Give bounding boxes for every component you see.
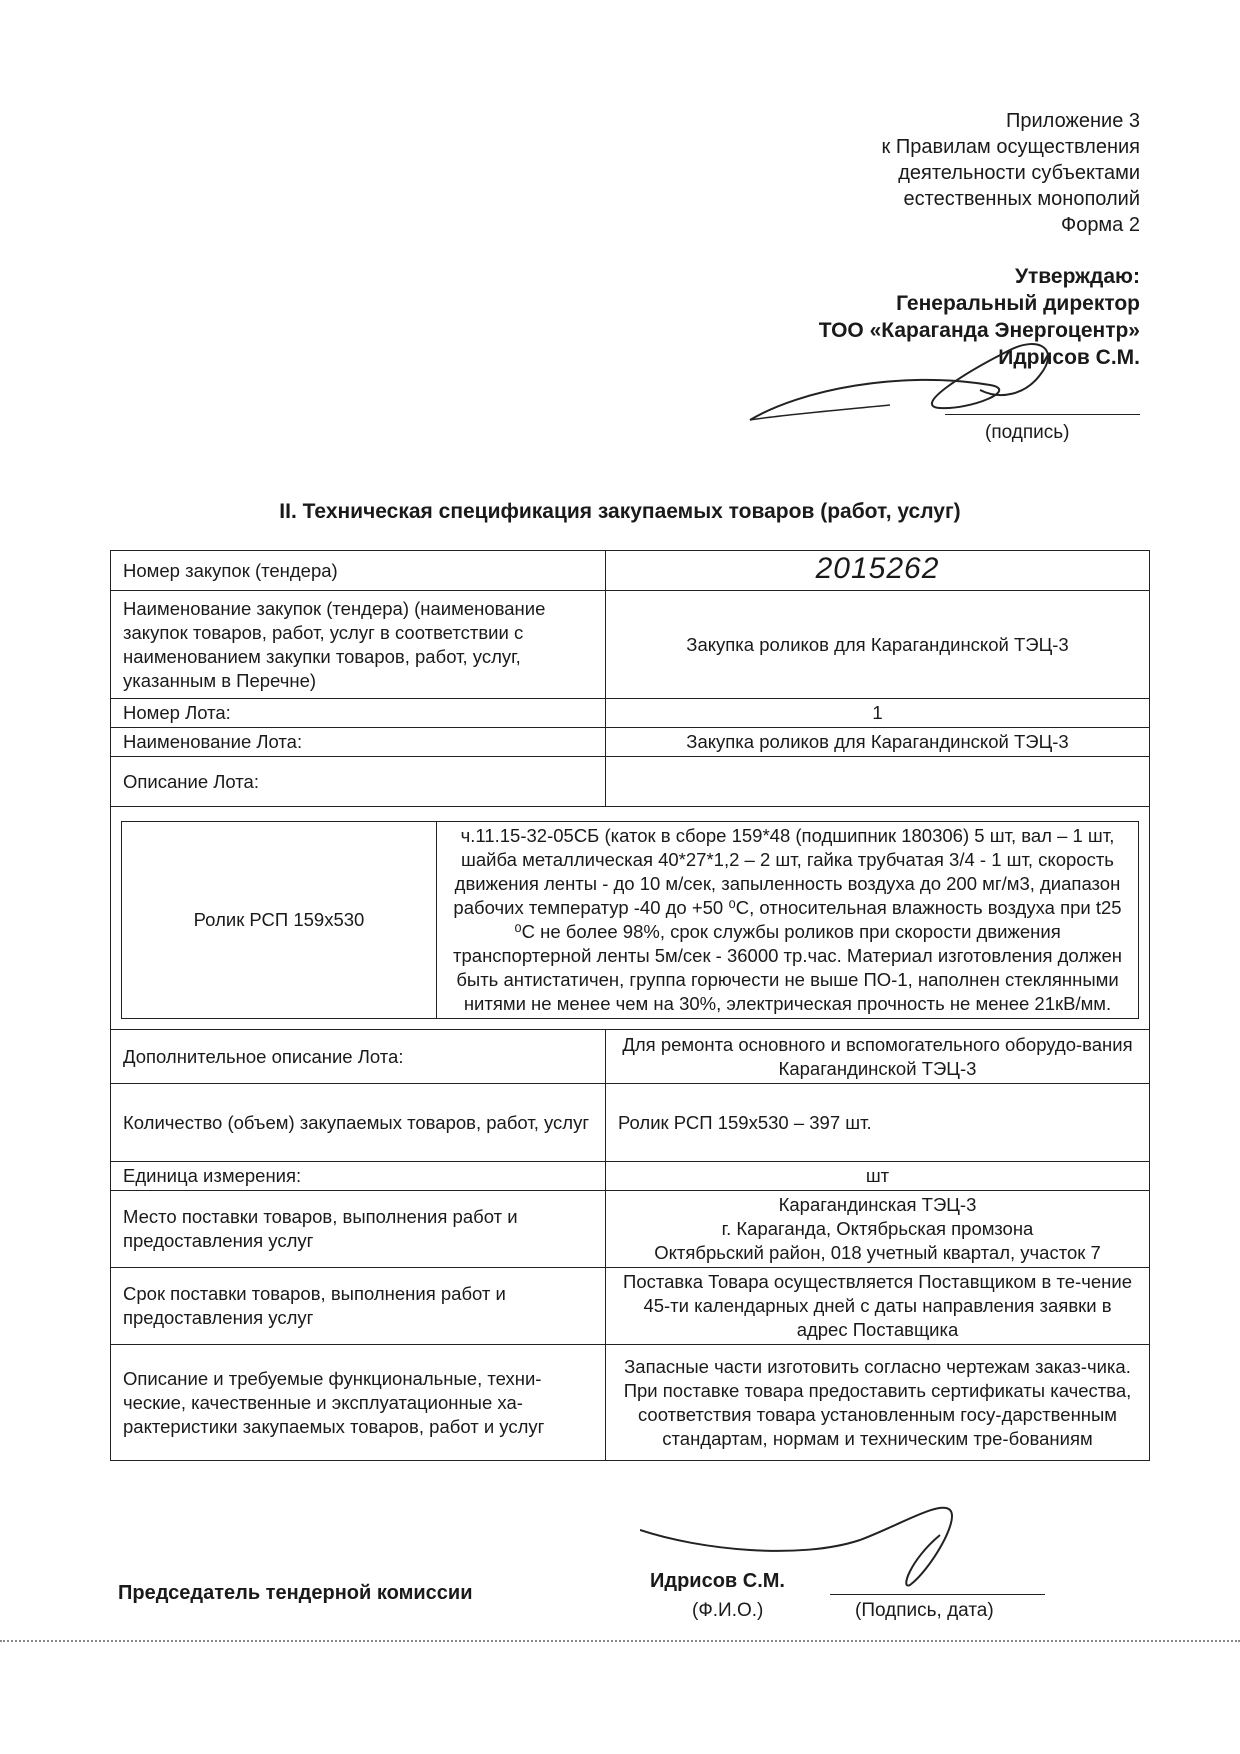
table-row [111,757,1150,807]
page-bottom-dotted-line [0,1640,1240,1642]
table-row [111,699,1150,728]
approval-line: Идрисов С.М. [998,346,1140,369]
chairman-signature-caption: (Подпись, дата) [855,1600,994,1621]
unit-label: Единица измерения: [111,1162,606,1191]
name-caption: (Ф.И.О.) [692,1600,764,1621]
table-row [111,807,1150,1030]
signature-caption: (подпись) [985,422,1070,443]
delivery-place-value [606,1191,1150,1268]
purchase-number-handwritten: 2015262 [815,552,940,585]
chairman-signature [640,1490,1000,1600]
item-name: Ролик РСП 159х530 [122,822,437,1019]
approval-line: ТОО «Караганда Энергоцентр» [818,319,1140,342]
approval-line: Генеральный директор [896,292,1140,315]
purchase-number-label: Номер закупок (тендера) [111,551,606,591]
appendix-header [882,108,1140,238]
delivery-place-line: Октябрьский район, 018 учетный квартал, участок 7 [654,1242,1101,1263]
requirements-label: Описание и требуемые функциональные, техни-ческие, качественные и эксплуатационные ха-рактеристики закупаемых товаров, работ и услуг [111,1345,606,1461]
table-row [111,1191,1150,1268]
additional-description-value: Для ремонта основного и вспомогательного оборудо-вания Карагандинской ТЭЦ-3 [606,1030,1150,1084]
approval-line: Утверждаю: [1014,265,1140,288]
appendix-line: Приложение 3 [1006,110,1140,132]
lot-name-label: Наименование Лота: [111,728,606,757]
lot-description-label: Описание Лота: [111,757,606,807]
table-row [111,1345,1150,1461]
item-spec-cell [111,807,1150,1030]
table-row [111,1162,1150,1191]
appendix-line: деятельности субъектами [898,162,1140,184]
lot-number-value: 1 [606,699,1150,728]
purchase-name-value: Закупка роликов для Карагандинской ТЭЦ-3 [606,591,1150,699]
item-spec-table [121,821,1139,1019]
item-description: ч.11.15-32-05СБ (каток в сборе 159*48 (подшипник 180306) 5 шт, вал – 1 шт, шайба металлическая 40*27*1,2 – 2 шт, гайка трубчатая 3/4 - 1 шт, скорость движения ленты - до 10 м/сек, запыленность воздуха до 200 мг/м3, диапазон рабочих температур -40 до +50 ⁰С, относительная влажность воздуха при t25 ⁰С не более 98%, срок службы роликов при скорости движения транспортерной ленты 5м/сек - 36000 тр.час. Материал изготовления должен быть антистатичен, группа горючести не выше ПО-1, наполнен стеклянными нитями не менее чем на 30%, электрическая прочность не менее 21кВ/мм. [437,822,1139,1019]
quantity-label: Количество (объем) закупаемых товаров, работ, услуг [111,1084,606,1162]
director-signature-line [945,414,1140,415]
table-row [111,551,1150,591]
purchase-name-label: Наименование закупок (тендера) (наименование закупок товаров, работ, услуг в соответствии с наименованием закупки товаров, работ, услуг, указанным в Перечне) [111,591,606,699]
table-row [111,1030,1150,1084]
table-row [111,1084,1150,1162]
delivery-term-label: Срок поставки товаров, выполнения работ и предоставления услуг [111,1268,606,1345]
lot-description-value [606,757,1150,807]
requirements-value: Запасные части изготовить согласно чертежам заказ-чика. При поставке товара предоставить сертификаты качества, соответствия товара установленным госу-дарственным стандартам, нормам и техническим тре-бованиям [606,1345,1150,1461]
chairman-label: Председатель тендерной комиссии [118,1582,473,1604]
item-row [122,822,1139,1019]
appendix-line: Форма 2 [1060,214,1140,236]
table-row [111,728,1150,757]
lot-name-value: Закупка роликов для Карагандинской ТЭЦ-3 [606,728,1150,757]
purchase-number-value [606,551,1150,591]
director-signature [740,330,1140,440]
delivery-place-line: Карагандинская ТЭЦ-3 [778,1194,977,1215]
table-row [111,591,1150,699]
quantity-value: Ролик РСП 159х530 – 397 шт. [606,1084,1150,1162]
appendix-line: естественных монополий [903,188,1140,210]
appendix-line: к Правилам осуществления [881,136,1140,158]
delivery-place-label: Место поставки товаров, выполнения работ и предоставления услуг [111,1191,606,1268]
document-title: II. Техническая спецификация закупаемых товаров (работ, услуг) [279,500,961,523]
specification-table [110,550,1150,1461]
unit-value: шт [606,1162,1150,1191]
delivery-place-line: г. Караганда, Октябрьская промзона [721,1218,1034,1239]
lot-number-label: Номер Лота: [111,699,606,728]
delivery-term-value: Поставка Товара осуществляется Поставщиком в те-чение 45-ти календарных дней с даты направления заявки в адрес Поставщика [606,1268,1150,1345]
chairman-name: Идрисов С.М. [650,1570,785,1592]
additional-description-label: Дополнительное описание Лота: [111,1030,606,1084]
table-row [111,1268,1150,1345]
